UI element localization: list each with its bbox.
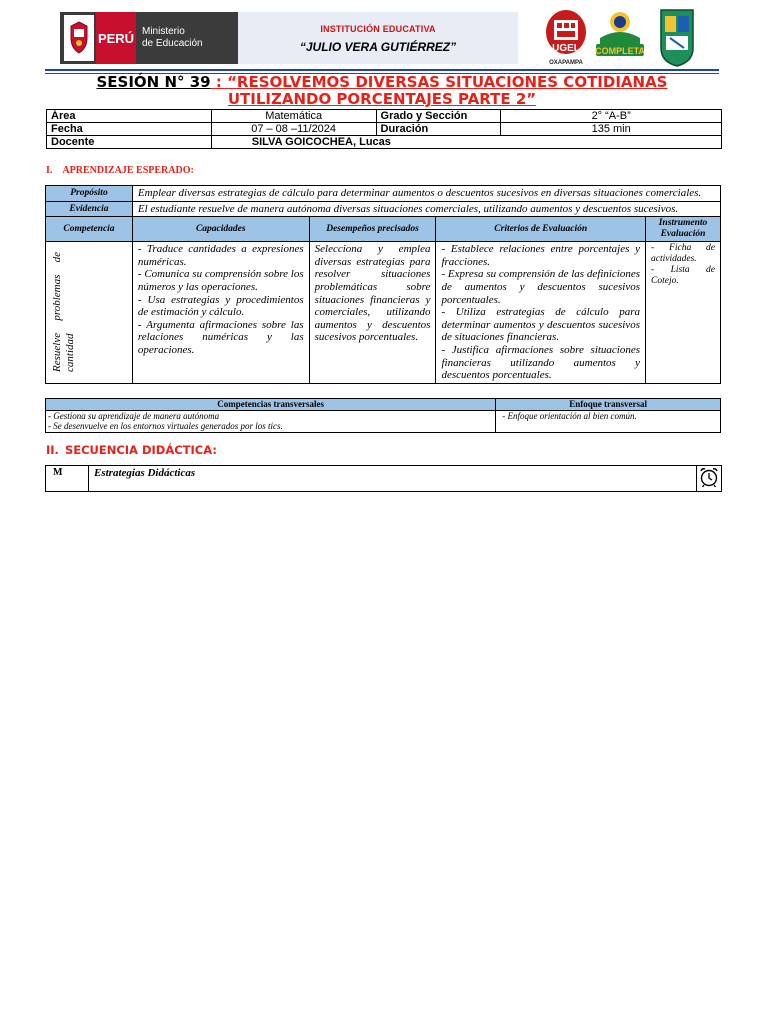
section-2-heading [46, 443, 217, 457]
fecha-value: 07 – 08 –11/2024 [211, 123, 376, 136]
session-number: SESIÓN N° 39 [96, 73, 211, 91]
docente-label: Docente [47, 136, 212, 149]
ugel-place: OXAPAMPA [549, 60, 583, 66]
criterio-item: - Justifica afirmaciones sobre situaciones financieras utilizando aumentos y descuentos porcentuales. [441, 343, 641, 382]
ministry-name-line1: Ministerio [142, 26, 185, 37]
criterio-item: - Establece relaciones entre porcentajes y fracciones. [441, 243, 641, 268]
jornada-completa-logo [592, 8, 648, 68]
header-rule [45, 69, 719, 71]
capacidades-header: Capacidades [132, 217, 309, 242]
school-crest-logo [658, 8, 696, 68]
enfoque-transversal-value: - Enfoque orientación al bien común. [496, 410, 721, 432]
ugel-logo [544, 8, 588, 68]
institution-label: INSTITUCIÓN EDUCATIVA [320, 24, 436, 34]
capacidades-cell [132, 242, 309, 384]
ugel-label: UGEL [552, 43, 580, 54]
sequence-table [45, 465, 722, 492]
section-2-number: II. [46, 443, 59, 457]
criterio-item: - Expresa su comprensión de las definiciones de aumentos y descuentos sucesivos porcentuales. [441, 268, 641, 306]
ministry-name-line2: de Educación [142, 38, 203, 49]
competencia-transversal-item: - Gestiona su aprendizaje de manera autónoma [48, 410, 220, 421]
area-label: Área [47, 110, 212, 123]
school-logo-label: COMPLETA [595, 46, 645, 56]
duracion-label: Duración [376, 123, 501, 136]
docente-value: SILVA GOICOCHEA, Lucas [211, 136, 721, 149]
competencias-transversales-cell [46, 410, 496, 432]
competencia-cell [46, 242, 133, 384]
section-1-title: APRENDIZAJE ESPERADO: [62, 165, 194, 176]
fecha-label: Fecha [47, 123, 212, 136]
area-value: Matemática [211, 110, 376, 123]
competencia-header: Competencia [46, 217, 133, 242]
capacidad-item: - Usa estrategias y procedimientos de estimación y cálculo. [137, 293, 304, 319]
session-info-table [46, 109, 722, 149]
institution-name: “JULIO VERA GUTIÉRREZ” [299, 40, 457, 54]
peru-label: PERÚ [96, 12, 136, 64]
capacidad-item: - Traduce cantidades a expresiones numéricas. [137, 243, 304, 268]
capacidad-item: - Argumenta afirmaciones sobre las relaciones numéricas y las operaciones. [137, 318, 304, 356]
instrumento-item: - Lista de Cotejo. [651, 265, 715, 287]
moment-column-header: M [46, 466, 89, 492]
enfoque-transversal-header: Enfoque transversal [496, 399, 721, 411]
instrumento-cell [646, 242, 721, 384]
session-title [45, 74, 719, 108]
evidencia-label: Evidencia [46, 201, 133, 217]
criterios-cell [436, 242, 646, 384]
peru-coat-of-arms-icon [64, 15, 94, 61]
instrumento-header: Instrumento Evaluación [646, 217, 721, 242]
session-topic: “RESOLVEMOS DIVERSAS SITUACIONES COTIDIANAS UTILIZANDO PORCENTAJES PARTE 2” [227, 73, 668, 108]
minedu-logo [60, 12, 238, 64]
desempenos-value: Selecciona y emplea diversas estrategias para resolver situaciones problemáticas sobre situaciones financieras y comerciales, utilizando aumentos y descuentos sucesivos porcentuales. [309, 242, 436, 384]
proposito-label: Propósito [46, 186, 133, 202]
competencia-transversal-item: - Se desenvuelve en los entornos virtuales generados por los tics. [48, 421, 283, 431]
criterios-header: Criterios de Evaluación [436, 217, 646, 242]
alarm-clock-icon [698, 479, 720, 491]
proposito-value: Emplear diversas estrategias de cálculo para determinar aumentos o descuentos sucesivos en diversas situaciones comerciales. [132, 186, 720, 202]
competencias-transversales-header: Competencias transversales [46, 399, 496, 411]
section-1-number: I. [46, 165, 53, 176]
evidencia-value: El estudiante resuelve de manera autónoma diversas situaciones comerciales, utilizando aumentos y descuentos sucesivos. [132, 201, 720, 217]
grado-label: Grado y Sección [376, 110, 501, 123]
session-separator: : [210, 73, 228, 91]
duracion-value: 135 min [501, 123, 722, 136]
section-2-title: SECUENCIA DIDÁCTICA: [64, 443, 217, 457]
section-1-heading [46, 165, 194, 176]
learning-table [45, 185, 721, 384]
desempenos-header: Desempeños precisados [309, 217, 436, 242]
institution-banner [238, 12, 518, 64]
grado-value: 2° “A-B” [501, 110, 722, 123]
strategies-header: Estrategias Didácticas [89, 466, 697, 492]
criterio-item: - Utiliza estrategias de cálculo para determinar aumentos y descuentos sucesivos de situaciones financieras. [441, 306, 641, 344]
capacidad-item: - Comunica su comprensión sobre los números y las operaciones. [137, 268, 304, 293]
time-column-header [697, 466, 722, 492]
competencia-value: Resuelve problemas de cantidad [51, 252, 76, 373]
instrumento-item: - Ficha de actividades. [651, 243, 715, 265]
transversal-table [45, 398, 721, 433]
institution-header [60, 8, 720, 70]
